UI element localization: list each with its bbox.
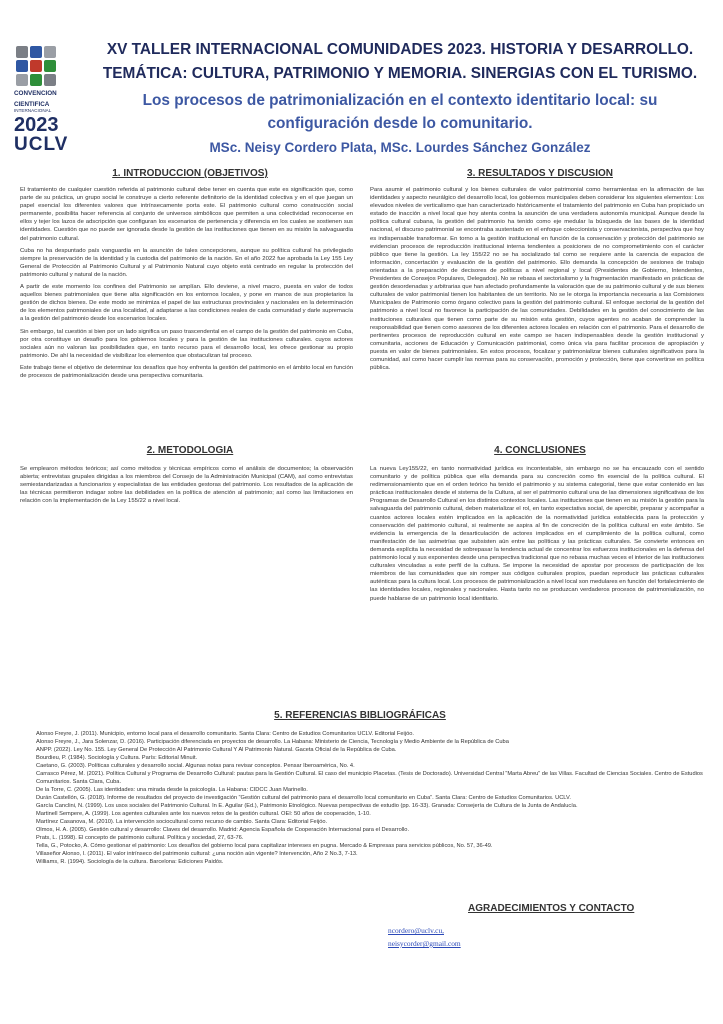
reference-item: • Martinell Sempere, A. (1999). Los agentes culturales ante los nuevos retos de la gestión cultural. OEI: 50 años de cooperación, 1-10. xyxy=(36,810,716,818)
paper-title-line-2: configuración desde lo comunitario. xyxy=(267,115,533,132)
reference-item: • Carrasco Pérez, M. (2021). Política Cultural y Programa de Desarrollo Cultural: pautas para la Gestión Cultural. El caso del municipio Placetas. (Tesis de Doctorado). Universidad Central “Marta Abreu” de las Villas. Facultad de Ciencias Sociales. Centro de Estudios Comunitarios. Santa Clara, Cuba. xyxy=(36,770,716,786)
reference-item: • Alonso Freyre, J. (2011). Municipio, entorno local para el desarrollo comunitario. Santa Clara: Centro de Estudios Comunitarios UCLV. Editorial Feijóo. xyxy=(36,730,716,738)
reference-item: • Alonso Freyre, J., Jara Solenzar, D. (2016). Participación diferenciada en proyectos de desarrollo. La Habana: Ministerio de Ciencia, Tecnología y Medio Ambiente de la República de Cuba xyxy=(36,738,716,746)
poster-title-line-1: XV TALLER INTERNACIONAL COMUNIDADES 2023. HISTORIA Y DESARROLLO. xyxy=(106,41,694,58)
section-body-introduction xyxy=(20,186,353,384)
logo-year: 2023 xyxy=(14,114,59,136)
paragraph: Para asumir el patrimonio cultural y los bienes culturales de valor patrimonial como herramientas en la afirmación de las identidades y aspecto neurálgico del desarrollo local, los gobiernos municipales deben considerar los siguientes elementos: Los elevados niveles de verticalismo que han caracterizado históricamente el tratamiento del patrimonio en Cuba han propiciado un estado de inacción a nivel local que hoy atenta contra la asunción de una verdadera autonomía municipal. Aunque desde la política cultural cubana, la gestión del patrimonio ha tenido como eje medular la búsqueda de las bases de la identidad nacional, el discurso patrimonial se encontraba sustentado en el enfoque coleccionista y conservacionista, perspectiva que hoy es indispensable transformar. En torno a la gestión institucional en función de la conservación y protección del patrimonio se evidencian procesos de reproducción institucional interna tendientes a posiciones de no comprometimiento con el carácter público que tiene la gestión. La ley 155/22 no se ha socializado tal como se requiere ante la carencia de espacios de información, concertación y evaluación de la gestión del patrimonio. Ello demanda la concepción de sesiones de trabajo orientadas a la preparación de decisores de políticas a nivel regional y local (Presidentes de Gobierno, Intendentes, Presidentes de Consejos Populares, Delegados). No se rebasa el sectorialismo y la fragmentación manifestado en prácticas de gestión desordenadas y arbitrarias que han afectado profundamente la valoración que de su patrimonio cultural y de sus bienes culturales de valor patrimonial tienen los habitantes de un territorio. No se le otorga la importancia necesaria a las Comisiones Municipales de Patrimonio como órgano colectivo para la gestión del patrimonio cultural. El enfoque sectorial de la gestión del patrimonio a nivel local no favorece la participación de las comunidades. Debilidades en la gestión del conocimiento de las instituciones culturales que tienen como parte de su misión esta gestión, cuyos agentes no acaban de comprender la responsabilidad que tienen como asesores de los diferentes actores locales en relación con el patrimonio. Para el desarrollo de pertinentes procesos de reproducción cultural en este campo se hacen indispensables desde la gestión institucional y comunitaria, acciones de Educación y Comunicación patrimonial, como única vía para facilitar procesos de apropiación y puesta en valor de bienes patrimoniales. En estos procesos, focalizar y patrimonializar bienes culturales significativos para la comunidad, así como hacer cumplir las normas para su conservación, promoción y protección, tiene que convertirse en política pública. xyxy=(370,187,704,372)
paper-title-line-1: Los procesos de patrimonialización en el contexto identitario local: su xyxy=(142,92,658,109)
reference-item: • Williams, R. (1994). Sociología de la cultura. Barcelona: Ediciones Paidós. xyxy=(36,858,716,866)
logo-square xyxy=(16,60,28,72)
logo-square xyxy=(44,46,56,58)
section-heading-introduction: 1. INTRODUCCION (OBJETIVOS) xyxy=(112,168,268,179)
logo-square xyxy=(30,46,42,58)
section-heading-conclusions: 4. CONCLUSIONES xyxy=(494,445,586,456)
reference-item: • Bourdieu, P. (1984). Sociología y Cultura. París: Editorial Minuit. xyxy=(36,754,716,762)
section-heading-results: 3. RESULTADOS Y DISCUSION xyxy=(467,168,613,179)
section-heading-acknowledgements: AGRADECIMIENTOS Y CONTACTO xyxy=(468,903,635,914)
reference-item: • García Canclini, N. (1999). Los usos sociales del Patrimonio Cultural. In E. Aguilar (Ed.), Patrimonio Etnológico. Nuevas perspectivas de estudio (pp. 16-33). Granada: Consejería de Cultura de la Junta de Andalucía. xyxy=(36,802,716,810)
logo-text-internacional: INTERNACIONAL xyxy=(14,108,52,113)
contact-email-link[interactable]: ncordero@uclv.cu, xyxy=(388,926,444,935)
paragraph: El tratamiento de cualquier cuestión referida al patrimonio cultural debe tener en cuenta que este es significación que, como parte de su práctica, un grupo social le construye a cierto referente definitorio de la identidad colectiva y en el que juegan un papel esencial los diferentes valores que intrínsecamente porta este. El patrimonio cultural como construcción social permanente, posibilita hacer referencia al conjunto de universos simbólicos que permiten a una colectividad reconocerse en ellos y tejer los lazos de adscripción que configuran los escenarios de pertenencia y diferencia en los cuales se sostienen sus identidades. Cuestión que no puede ser ignorada desde la gestión de las instituciones que tienen en su misión la salvaguardia del patrimonio cultural. xyxy=(20,187,353,242)
section-heading-methodology: 2. METODOLOGIA xyxy=(146,445,234,456)
reference-item: • De la Torre, C. (2005). Las identidades: una mirada desde la psicología. La Habana: CIDCC Juan Marinello. xyxy=(36,786,716,794)
paragraph: Sin embargo, tal cuestión si bien por un lado significa un paso trascendental en el campo de la gestión del patrimonio en Cuba, por otra constituye un desafío para los gobiernos locales y para la gestión de las instituciones culturales. cuyos actores sociales aún no valoran las posibilidades que, en tanto recurso para el desarrollo local, les ofrece gestionar su propio patrimonio. De ahí la necesidad de visibilizar los elementos que obstaculizan tal proceso. xyxy=(20,328,353,359)
contact-email-link[interactable]: neisycorder@gmail.com xyxy=(388,939,461,948)
section-body-methodology xyxy=(20,465,353,509)
paragraph: Cuba no ha despuntado país vanguardia en la asunción de tales concepciones, aunque su política cultural ha privilegiado siempre la preservación de la identidad y la custodia del patrimonio de la nación. En el año 2022 fue aprobada la Ley 155 Ley General de Protección al Patrimonio Cultural y al Patrimonio Natural cuyo objeto está centrado en regular la protección del patrimonio cultural y natural de la nación. xyxy=(20,247,353,278)
logo-square xyxy=(16,74,28,86)
logo-text-convencion: CONVENCION xyxy=(14,90,57,97)
paragraph: La nueva Ley155/22, en tanto normatividad jurídica es incontestable, sin embargo no se ha encauzado con el sentido comunitario y de política pública que ella demanda para su concreción como fin esencial de la política cultural. El redimensionamiento que en el orden teórico ha tenido el patrimonio y su sistema categorial, tiene que estar contenido en las prácticas institucionales desde el sistema de la Cultura, al ser el patrimonio cultural una de las dimensiones significativas de los Programas de Desarrollo Cultural en los distintos contextos locales. Las instituciones que tienen en su misión la gestión para la salvaguarda del patrimonio cultural, deben materializar el rol, en tanto expectativa social, de apercibir, preparar y acompañar a cuantos actores locales estén implicados en la aplicación de la normatividad jurídica establecida para la protección y conservación del patrimonio cultural, si realmente se aspira al fin de concreción de la política cultural en este ámbito. Se evidencia la emergencia de la desarticulación de actores implicados en el cumplimiento de la política cultural, como manifestación de las asimetrías que subsisten aún entre las políticas y las prácticas culturales. Se convierte entonces en demanda explícita la necesidad de sobrepasar la tendencia actual de concentrar los esfuerzos institucionales en la defensa del patrimonio local y sus exponentes desde una perspectiva tradicional que no rebasa muchas veces el interior de las instituciones culturales vinculadas a este perfil de la cultura. Se impone la necesidad de apostar por procesos de participación de los miembros de las comunidades que sin romper sus códigos culturales propios, puedan reproducir las prácticas culturales auténticas para la cultura local. Los procesos de patrimonialización a nivel local son medulares en función del fortalecimiento de las identidades locales, regionales y nacionales. Hasta tanto no se produzcan verdaderos procesos de patrimonialización, no puede hablarse de un patrimonio local identitario. xyxy=(370,466,704,602)
reference-item: • Durán Castellón, G. (2018). Informe de resultados del proyecto de investigación “Gestión cultural del patrimonio para el desarrollo local comunitario en Cuba”. Santa Clara: Centro de Estudios Comunitarios. UCLV. xyxy=(36,794,716,802)
reference-item: • Tella, G., Potocko, A. Cómo gestionar el patrimonio: Los desafíos del gobierno local para capitalizar intereses en pugna. Mercado & Empresas para servicios públicos, No. 57, 36-49. xyxy=(36,842,716,850)
section-heading-references: 5. REFERENCIAS BIBLIOGRÁFICAS xyxy=(274,710,446,721)
reference-item: • Prats, L. (1998). El concepto de patrimonio cultural. Política y sociedad, 27, 63-76. xyxy=(36,834,716,842)
paragraph: Se emplearon métodos teóricos; así como métodos y técnicas empíricos como el análisis de documentos; la observación abierta; entrevistas grupales dirigidas a los miembros del Consejo de la Administración Municipal (CAM), así como entrevistas semiestandarizadas a funcionarios y especialistas de las entidades gestoras del patrimonio. Los resultados de la aplicación de las técnicas permitieron indagar sobre las debilidades en la política de atención al patrimonio; así como las limitaciones en relación con la implementación de la Ley 155/22 a nivel local. xyxy=(20,466,353,505)
paragraph: A partir de este momento los confines del Patrimonio se amplían. Ello deviene, a nivel macro, puesta en valor de todos aquellos bienes patrimoniales que tiene alta significación en los entornos locales, y pone en manos de sus propietarios la gestión de dichos bienes. De este modo se minimiza el papel de las estructuras provinciales y nacionales en la determinación de los elementos patrimoniales de una localidad, al adaptarse a las condiciones reales de cada comunidad y darle supremacía a la gestión del patrimonio desde los escenarios locales. xyxy=(20,284,353,323)
logo-squares xyxy=(16,46,76,86)
logo-square xyxy=(30,60,42,72)
logo-square xyxy=(44,60,56,72)
reference-item: • ANPP. (2022). Ley No. 155. Ley General De Protección Al Patrimonio Cultural Y Al Patrimonio Natural. Gaceta Oficial de la República de Cuba. xyxy=(36,746,716,754)
logo-square xyxy=(44,74,56,86)
logo-text-cientifica: CIENTIFICA xyxy=(14,101,50,108)
reference-list xyxy=(22,730,716,866)
poster-title-line-2: TEMÁTICA: CULTURA, PATRIMONIO Y MEMORIA. SINERGIAS CON EL TURISMO. xyxy=(102,65,698,82)
reference-item: • Martínez Casanova, M. (2010). La intervención sociocultural como recurso de cambio. Santa Clara: Editorial Feijóo. xyxy=(36,818,716,826)
authors: MSc. Neisy Cordero Plata, MSc. Lourdes Sánchez González xyxy=(209,140,591,155)
reference-item: • Olmos, H. A. (2005). Gestión cultural y desarrollo: Claves del desarrollo. Madrid: Agencia Española de Cooperación Internacional para el Desarrollo. xyxy=(36,826,716,834)
logo-university: UCLV xyxy=(14,134,69,155)
reference-item: • Villaseñor Alonso, I. (2011). El valor intrínseco del patrimonio cultural: ¿una noción aún vigente? Intervención, Año 2 No.3, 7-13. xyxy=(36,850,716,858)
convention-logo xyxy=(14,46,76,154)
logo-square xyxy=(16,46,28,58)
section-body-conclusions xyxy=(370,465,704,607)
paragraph: Este trabajo tiene el objetivo de determinar los desafíos que hoy enfrenta la gestión del patrimonio en el ámbito local en función de procesos de patrimonialización desde una perspectiva comunitaria. xyxy=(20,364,353,379)
logo-square xyxy=(30,74,42,86)
section-body-results xyxy=(370,186,704,376)
reference-item: • Caetano, G. (2003). Políticas culturales y desarrollo social. Algunas notas para revisar conceptos. Pensar Iberoamérica, No. 4. xyxy=(36,762,716,770)
